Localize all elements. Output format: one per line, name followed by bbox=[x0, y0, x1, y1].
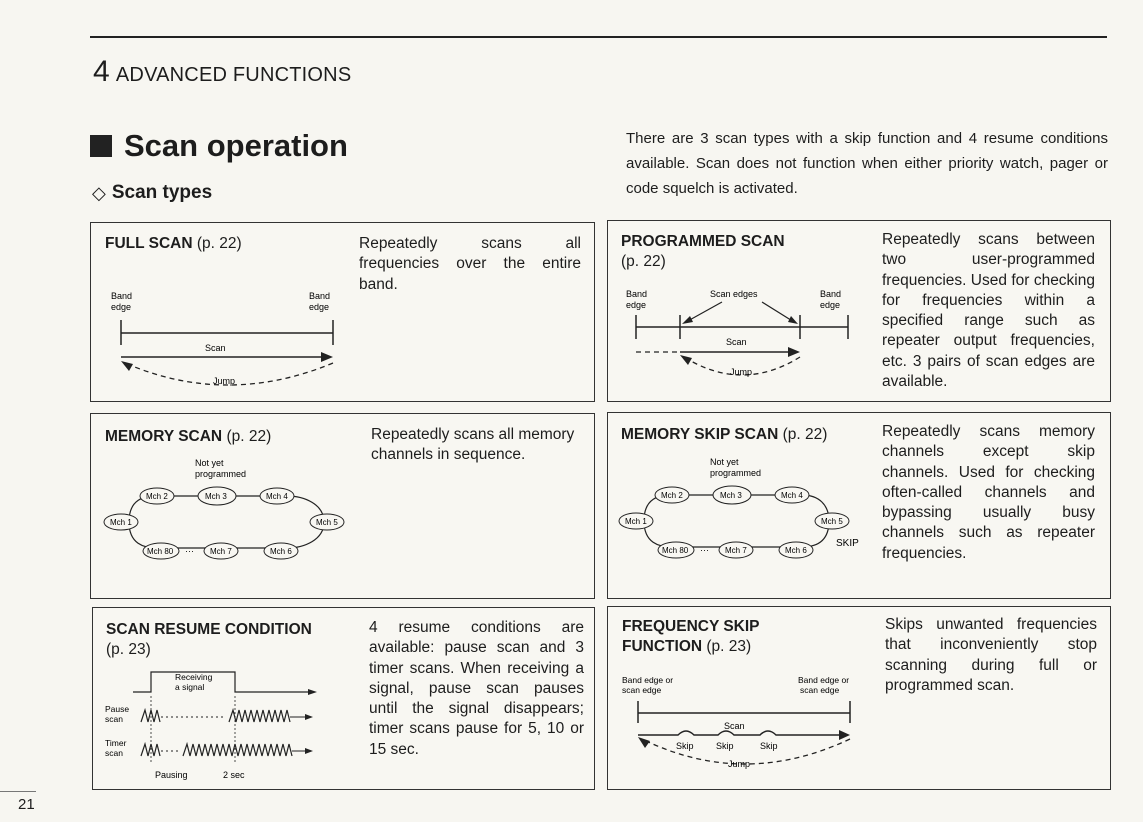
memory-scan-page-ref: (p. 22) bbox=[226, 428, 272, 445]
square-bullet-icon bbox=[90, 135, 112, 157]
programmed-scan-page-ref: (p. 22) bbox=[621, 253, 666, 270]
subsection-title bbox=[92, 182, 212, 204]
pause-l2: scan bbox=[105, 714, 123, 724]
section-title bbox=[90, 128, 348, 164]
left-edge-l2: scan edge bbox=[622, 685, 662, 695]
mch80: Mch 80 bbox=[662, 546, 689, 555]
mch1: Mch 1 bbox=[625, 517, 647, 526]
full-scan-box bbox=[90, 222, 595, 402]
memory-skip-scan-title bbox=[621, 425, 827, 445]
memory-skip-scan-diagram bbox=[614, 453, 876, 593]
mch5: Mch 5 bbox=[821, 517, 843, 526]
memory-scan-diagram bbox=[99, 454, 349, 594]
mch7: Mch 7 bbox=[725, 546, 747, 555]
page-number-rule bbox=[0, 791, 36, 792]
full-scan-diagram bbox=[105, 287, 345, 397]
memory-skip-scan-desc: Repeatedly scans memory channels except skip channels. Used for checking often-called channels and bypassing usually busy channels such as repeater frequencies. bbox=[882, 423, 1095, 562]
full-scan-desc: Repeatedly scans all frequencies over the entire band. bbox=[359, 235, 581, 293]
mch4: Mch 4 bbox=[266, 492, 288, 501]
not-yet-l2: programmed bbox=[195, 469, 247, 479]
scan-resume-desc: 4 resume conditions are available: pause scan and 3 timer scans. When receiving a signal, pause scan pauses until the signal disappears; timer scans pause for 5, 10 or 15 sec. bbox=[369, 619, 584, 758]
band-edge-right-l2: edge bbox=[309, 302, 330, 312]
scan-resume-diagram bbox=[103, 660, 343, 785]
band-edge-left-l1: Band bbox=[111, 291, 133, 301]
scan-label: Scan bbox=[726, 337, 747, 347]
receiving-l2: a signal bbox=[175, 682, 205, 692]
mch2: Mch 2 bbox=[146, 492, 168, 501]
mch4: Mch 4 bbox=[781, 491, 803, 500]
programmed-scan-desc: Repeatedly scans between two user-programmed frequencies. Used for checking for frequencies within a specified range such as repeater output frequencies, etc. 3 pairs of scan edges are available. bbox=[882, 231, 1095, 391]
band-edge-right-l1: Band bbox=[820, 289, 842, 299]
left-edge-l1: Band edge or bbox=[622, 675, 674, 685]
memory-scan-box bbox=[90, 413, 595, 599]
frequency-skip-box bbox=[607, 606, 1111, 790]
frequency-skip-title bbox=[622, 617, 760, 657]
skip-label-1: Skip bbox=[676, 741, 694, 751]
pausing-label: Pausing bbox=[155, 770, 188, 780]
frequency-skip-desc: Skips unwanted frequencies that inconveniently stop scanning during full or programmed scan. bbox=[885, 616, 1097, 694]
frequency-skip-title-l2: FUNCTION bbox=[622, 638, 703, 655]
timer-l1: Timer bbox=[105, 738, 127, 748]
programmed-scan-title bbox=[621, 232, 785, 272]
memory-skip-scan-box bbox=[607, 412, 1111, 599]
subsection-title-text: Scan types bbox=[111, 182, 213, 203]
header-rule bbox=[90, 36, 1107, 38]
two-sec-label: 2 sec bbox=[223, 770, 245, 780]
receiving-l1: Receiving bbox=[175, 672, 213, 682]
memory-scan-desc: Repeatedly scans all memory channels in sequence. bbox=[371, 426, 575, 464]
not-yet-l1: Not yet bbox=[195, 458, 224, 468]
band-edge-left-l2: edge bbox=[111, 302, 132, 312]
ellipsis: ··· bbox=[700, 545, 709, 555]
scan-label: Scan bbox=[724, 721, 745, 731]
full-scan-page-ref: (p. 22) bbox=[196, 235, 242, 252]
frequency-skip-title-l1: FREQUENCY SKIP bbox=[622, 618, 760, 635]
scan-label: Scan bbox=[205, 343, 226, 353]
band-edge-right-l2: edge bbox=[820, 300, 841, 310]
pause-l1: Pause bbox=[105, 704, 130, 714]
memory-scan-title bbox=[105, 427, 271, 447]
diamond-bullet-icon: ◇ bbox=[92, 182, 106, 203]
chapter-number: 4 bbox=[93, 55, 110, 88]
jump-label: Jump bbox=[730, 367, 753, 377]
mch3: Mch 3 bbox=[205, 492, 227, 501]
not-yet-l1: Not yet bbox=[710, 457, 739, 467]
memory-skip-scan-page-ref: (p. 22) bbox=[782, 426, 828, 443]
mch1: Mch 1 bbox=[110, 518, 132, 527]
right-edge-l1: Band edge or bbox=[798, 675, 850, 685]
programmed-scan-diagram bbox=[622, 285, 872, 395]
mch6: Mch 6 bbox=[785, 546, 807, 555]
scan-resume-title bbox=[106, 620, 312, 660]
skip-label-2: Skip bbox=[716, 741, 734, 751]
ellipsis: ··· bbox=[185, 546, 194, 556]
mch3: Mch 3 bbox=[720, 491, 742, 500]
mch5: Mch 5 bbox=[316, 518, 338, 527]
memory-skip-scan-title-text: MEMORY SKIP SCAN bbox=[621, 426, 779, 443]
frequency-skip-page-ref: (p. 23) bbox=[706, 638, 752, 655]
mch6: Mch 6 bbox=[270, 547, 292, 556]
not-yet-l2: programmed bbox=[710, 468, 762, 478]
skip-label-3: Skip bbox=[760, 741, 778, 751]
mch80: Mch 80 bbox=[147, 547, 174, 556]
memory-scan-title-text: MEMORY SCAN bbox=[105, 428, 223, 445]
skip-label: SKIP bbox=[836, 538, 859, 549]
scan-resume-page-ref: (p. 23) bbox=[106, 641, 151, 658]
mch7: Mch 7 bbox=[210, 547, 232, 556]
programmed-scan-title-text: PROGRAMMED SCAN bbox=[621, 233, 785, 250]
full-scan-title-text: FULL SCAN bbox=[105, 235, 193, 252]
scan-resume-box bbox=[92, 607, 595, 790]
band-edge-left-l1: Band bbox=[626, 289, 648, 299]
right-edge-l2: scan edge bbox=[800, 685, 840, 695]
mch2: Mch 2 bbox=[661, 491, 683, 500]
programmed-scan-box bbox=[607, 220, 1111, 402]
frequency-skip-diagram bbox=[620, 671, 882, 785]
jump-label: Jump bbox=[728, 759, 751, 769]
jump-label: Jump bbox=[213, 376, 236, 386]
scan-resume-title-text: SCAN RESUME CONDITION bbox=[106, 621, 312, 638]
intro-paragraph: There are 3 scan types with a skip function and 4 resume conditions available. Scan does not function when either priority watch, pager or code squelch is activated. bbox=[626, 130, 1108, 197]
section-title-text: Scan operation bbox=[124, 128, 348, 163]
full-scan-title bbox=[105, 234, 242, 254]
page-number: 21 bbox=[18, 796, 35, 813]
chapter-title: ADVANCED FUNCTIONS bbox=[115, 64, 352, 86]
scan-edges-label: Scan edges bbox=[710, 289, 758, 299]
timer-l2: scan bbox=[105, 748, 123, 758]
band-edge-right-l1: Band bbox=[309, 291, 331, 301]
band-edge-left-l2: edge bbox=[626, 300, 647, 310]
chapter-heading bbox=[93, 55, 351, 89]
